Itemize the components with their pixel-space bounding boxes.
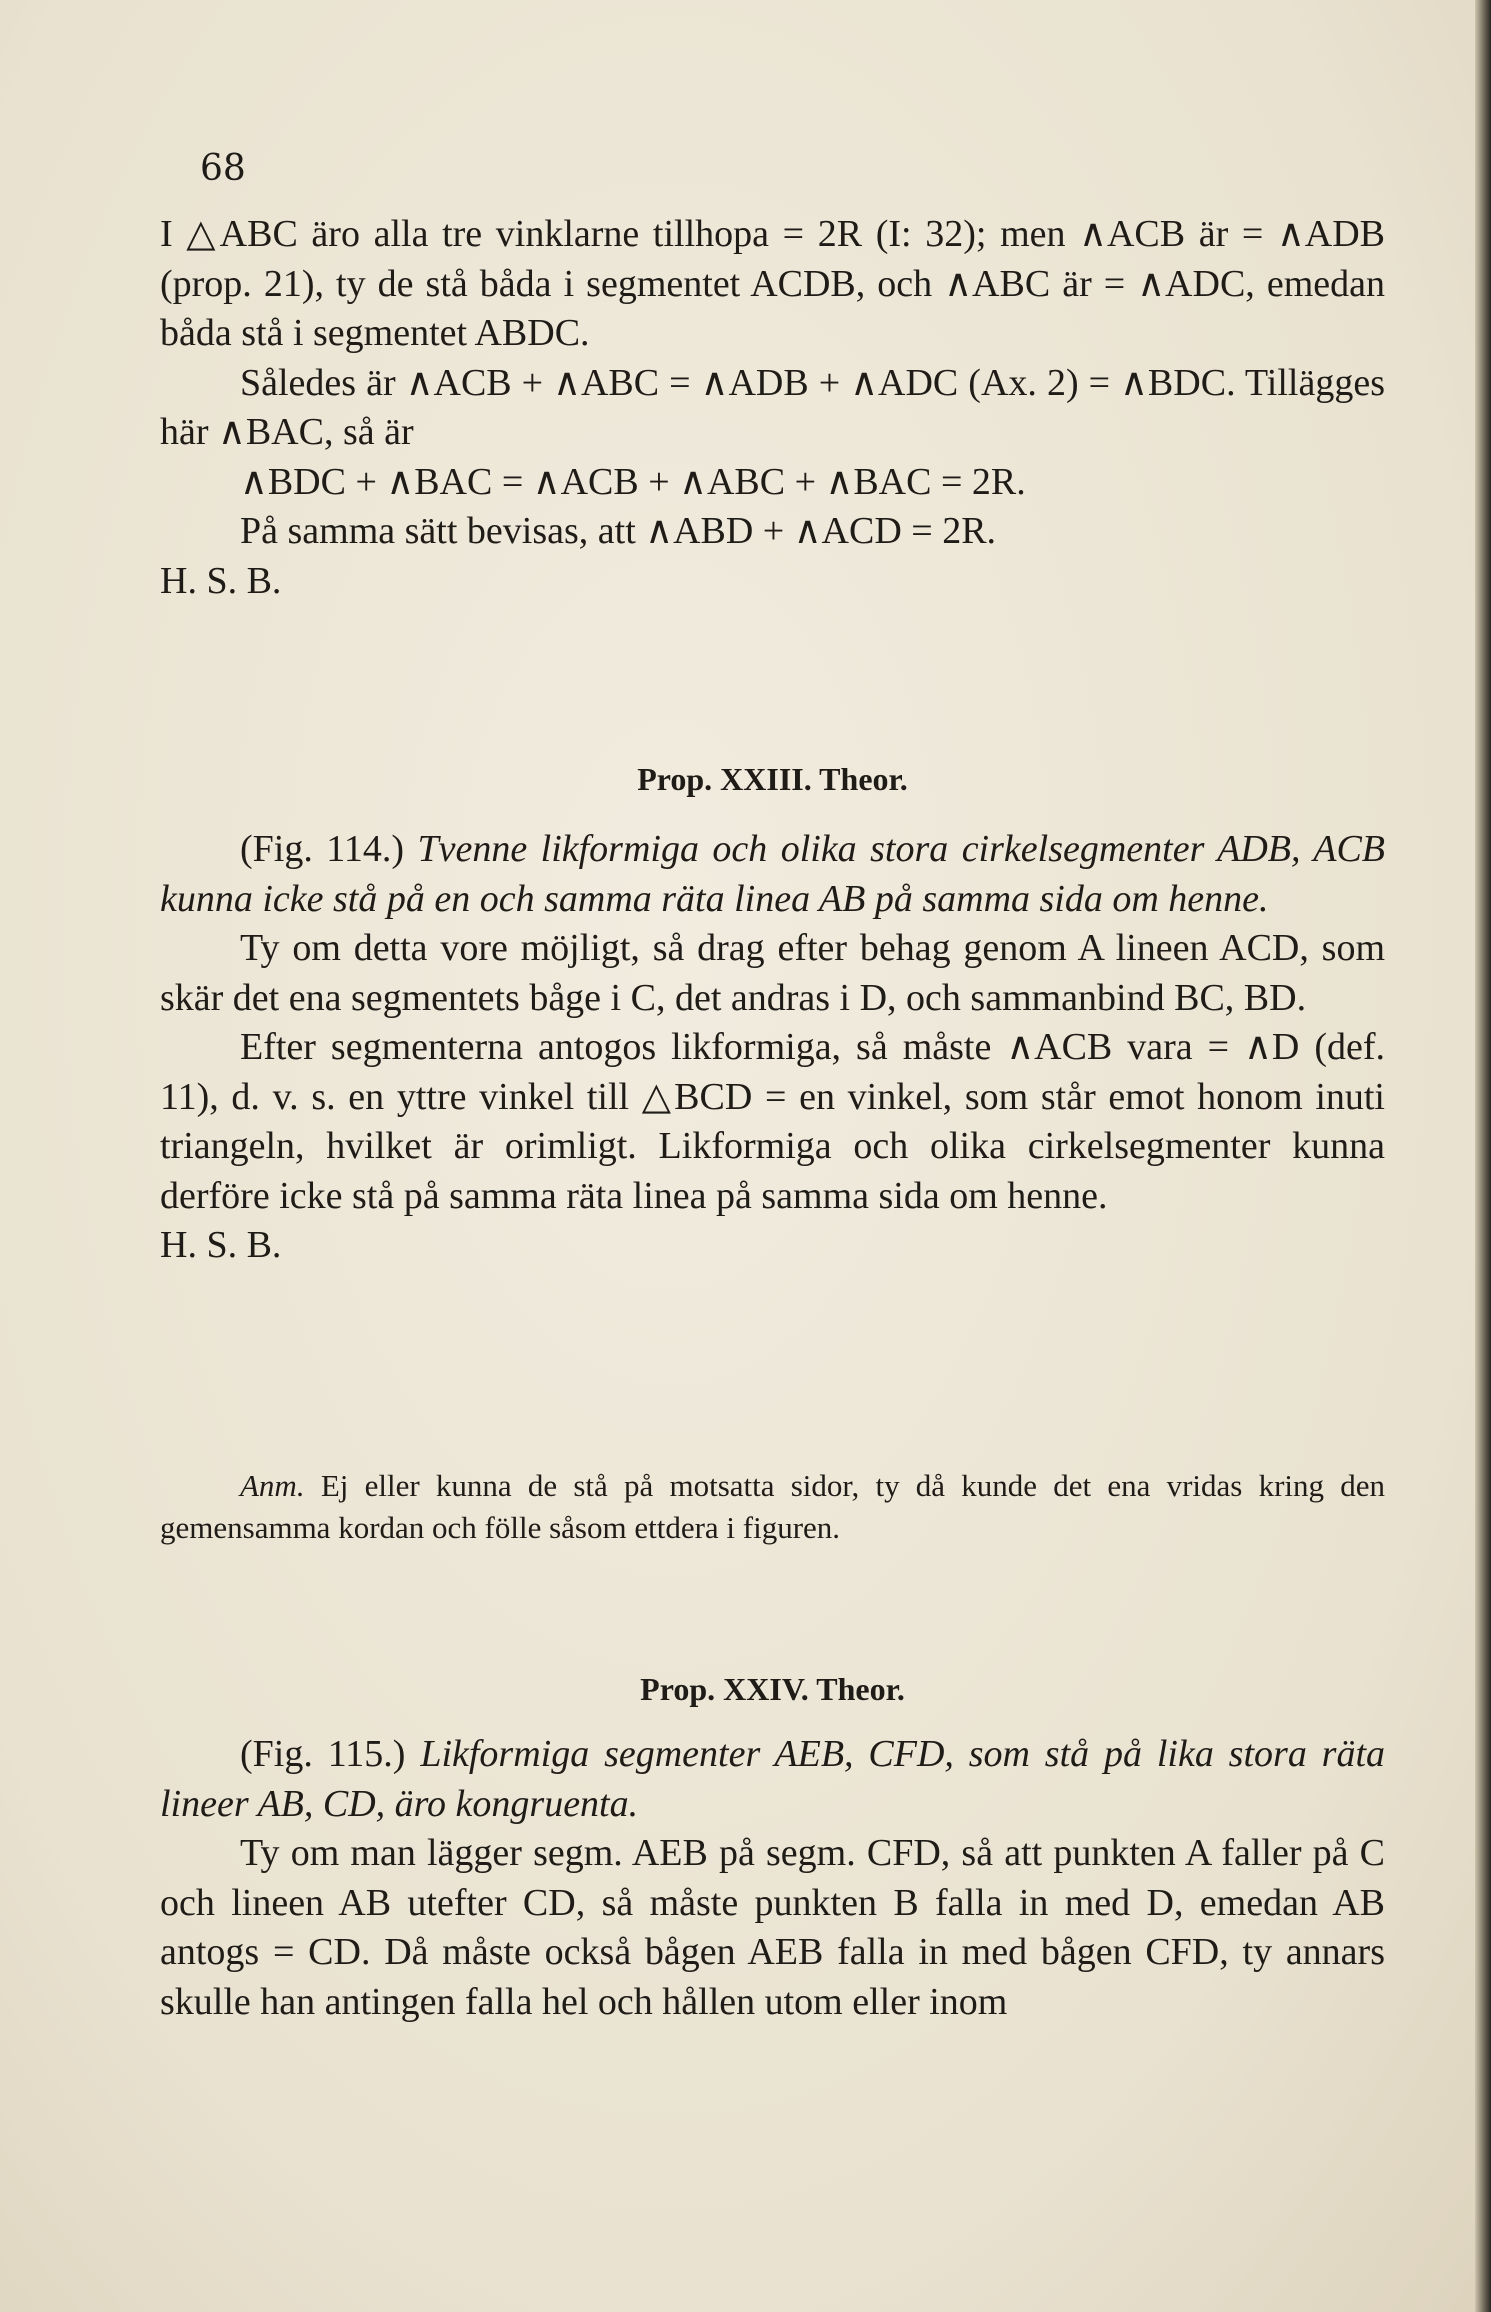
paragraph-2-line-1: Således är ∧ACB + ∧ABC = ∧ADB + ∧ADC (Ax. 2) = ∧BDC. Tillägges här ∧BAC, så är xyxy=(160,361,1385,453)
prop-24-statement: Likformiga segmenter AEB, CFD, som stå på lika stora räta lineer AB, CD, äro kongruenta. xyxy=(160,1733,1386,1825)
prop-23-heading-block xyxy=(160,755,1385,805)
prop-23-body xyxy=(160,825,1385,1271)
hsb-2: H. S. B. xyxy=(160,1224,282,1266)
prop-24-fig: (Fig. 115.) xyxy=(240,1733,406,1775)
prop-24-heading: Prop. XXIV. Theor. xyxy=(640,1671,905,1707)
prop-23-statement: Tvenne likformiga och olika stora cirkelsegmenter ADB, ACB kunna icke stå på en och samma räta linea AB på samma sida om henne. xyxy=(160,828,1385,920)
prop-23-heading: Prop. XXIII. Theor. xyxy=(637,761,908,797)
annotation-block xyxy=(160,1465,1385,1549)
page-edge xyxy=(1475,0,1491,2312)
anm-text: Ej eller kunna de stå på motsatta sidor, ty då kunde det ena vridas kring den gemensamma kordan och fölle såsom ettdera i figuren. xyxy=(160,1468,1386,1545)
paragraph-1: I △ABC äro alla tre vinklarne tillhopa = 2R (I: 32); men ∧ACB är = ∧ADB (prop. 21), ty de stå båda i segmentet ACDB, och ∧ABC är = ∧ADC, emedan båda stå i segmentet ABDC. xyxy=(160,213,1385,354)
anm-label: Anm. xyxy=(240,1468,305,1503)
proof-continuation xyxy=(160,210,1385,606)
prop-23-proof-1: Ty om detta vore möjligt, så drag efter behag genom A lineen ACD, som skär det ena segmentets båge i C, det andras i D, och sammanbind BC, BD. xyxy=(160,927,1385,1019)
prop-24-proof: Ty om man lägger segm. AEB på segm. CFD, så att punkten A faller på C och lineen AB utefter CD, så måste punkten B falla in med D, emedan AB antogs = CD. Då måste också bågen AEB falla in med bågen CFD, ty annars skulle han antingen falla hel och hållen utom eller inom xyxy=(160,1832,1385,2023)
prop-23-proof-2: Efter segmenterna antogos likformiga, så måste ∧ACB vara = ∧D (def. 11), d. v. s. en yttre vinkel till △BCD = en vinkel, som står emot honom inuti triangeln, hvilket är orimligt. Likformiga och olika cirkelsegmenter kunna derföre icke stå på samma räta linea på samma sida om henne. xyxy=(160,1026,1385,1217)
paragraph-2-line-2: ∧BDC + ∧BAC = ∧ACB + ∧ABC + ∧BAC = 2R. xyxy=(240,460,1026,503)
prop-24-heading-block xyxy=(160,1665,1385,1715)
hsb-1: H. S. B. xyxy=(160,559,282,602)
paragraph-3: På samma sätt bevisas, att ∧ABD + ∧ACD = 2R. xyxy=(240,510,997,552)
page-number: 68 xyxy=(200,148,246,189)
prop-24-body xyxy=(160,1730,1385,2027)
prop-23-fig: (Fig. 114.) xyxy=(240,828,405,870)
